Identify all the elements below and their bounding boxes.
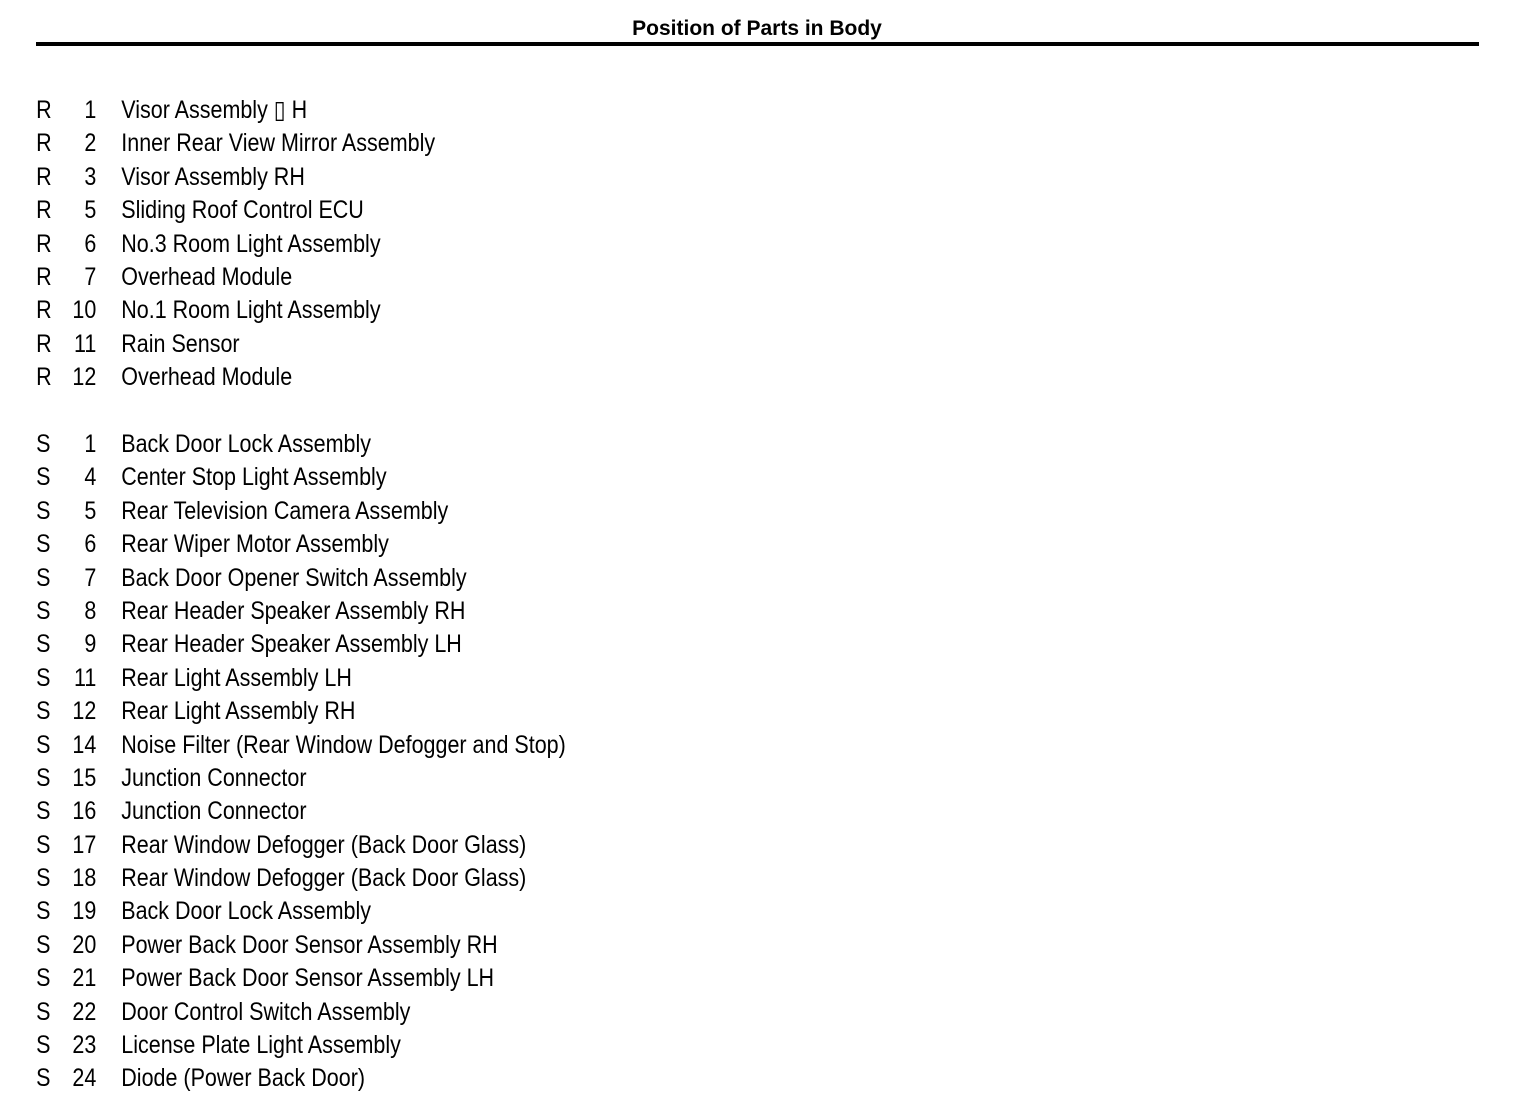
part-number: 19 xyxy=(72,897,97,926)
part-location-code: S xyxy=(36,697,51,726)
part-location-code: R xyxy=(36,162,52,191)
part-location-code: R xyxy=(36,329,52,358)
part-number: 7 xyxy=(84,563,97,592)
part-name: Rear Light Assembly LH xyxy=(121,663,352,692)
part-name: Rear Light Assembly RH xyxy=(121,697,356,726)
part-number: 1 xyxy=(84,430,97,458)
part-number: 2 xyxy=(84,129,97,158)
part-location-code: R xyxy=(36,363,52,392)
part-location-code: S xyxy=(36,663,51,692)
part-number: 18 xyxy=(72,864,97,893)
part-location-code: S xyxy=(36,530,51,559)
part-name: No.3 Room Light Assembly xyxy=(121,229,381,258)
part-location-code: S xyxy=(36,563,51,592)
part-number: 11 xyxy=(74,329,97,358)
part-number: 12 xyxy=(72,363,97,392)
part-number: 22 xyxy=(72,997,97,1026)
part-name: Visor Assembly RH xyxy=(121,162,305,191)
part-name: Rear Television Camera Assembly xyxy=(121,496,449,525)
part-number: 20 xyxy=(72,930,97,959)
part-name: Rear Header Speaker Assembly RH xyxy=(121,596,466,625)
part-name: Rain Sensor xyxy=(121,329,240,358)
part-number: 16 xyxy=(72,797,97,826)
page-title: Position of Parts in Body xyxy=(632,17,882,40)
part-location-code: R xyxy=(36,229,52,258)
part-name: Rear Header Speaker Assembly LH xyxy=(121,630,462,659)
part-name: Overhead Module xyxy=(121,262,293,291)
part-location-code: S xyxy=(36,897,51,926)
part-number: 17 xyxy=(72,830,97,859)
part-location-code: S xyxy=(36,1031,51,1060)
part-name: Door Control Switch Assembly xyxy=(121,997,411,1026)
part-location-code: S xyxy=(36,730,51,759)
part-name: Sliding Roof Control ECU xyxy=(121,196,364,225)
part-number: 5 xyxy=(84,496,97,525)
part-number: 12 xyxy=(72,697,97,726)
part-name: Center Stop Light Assembly xyxy=(121,463,387,492)
part-location-code: S xyxy=(36,763,51,792)
part-name: Inner Rear View Mirror Assembly xyxy=(121,129,436,158)
part-number: 10 xyxy=(72,296,97,325)
part-number: 8 xyxy=(84,596,97,625)
part-location-code: S xyxy=(36,1064,51,1093)
part-number: 24 xyxy=(72,1064,97,1093)
part-location-code: S xyxy=(36,430,51,458)
part-number: 6 xyxy=(84,530,97,559)
part-name: Noise Filter (Rear Window Defogger and Stop) xyxy=(121,730,566,759)
part-name: Back Door Lock Assembly xyxy=(121,897,372,926)
part-location-code: R xyxy=(36,262,52,291)
part-name: No.1 Room Light Assembly xyxy=(121,296,381,325)
part-location-code: S xyxy=(36,496,51,525)
part-location-code: R xyxy=(36,129,52,158)
part-location-code: S xyxy=(36,630,51,659)
part-number: 6 xyxy=(84,229,97,258)
part-number: 21 xyxy=(72,964,97,993)
part-name: Rear Wiper Motor Assembly xyxy=(121,530,389,559)
part-name: Junction Connector xyxy=(121,763,307,792)
part-name: Visor Assembly ▯ H xyxy=(121,96,308,124)
part-location-code: S xyxy=(36,964,51,993)
part-location-code: R xyxy=(36,96,52,124)
part-location-code: S xyxy=(36,596,51,625)
part-name: Back Door Lock Assembly xyxy=(121,430,372,458)
part-name: License Plate Light Assembly xyxy=(121,1031,401,1060)
part-name: Power Back Door Sensor Assembly LH xyxy=(121,964,495,993)
part-name: Power Back Door Sensor Assembly RH xyxy=(121,930,498,959)
part-location-code: R xyxy=(36,196,52,225)
part-number: 5 xyxy=(84,196,97,225)
part-number: 1 xyxy=(84,96,97,124)
part-name: Junction Connector xyxy=(121,797,307,826)
part-number: 3 xyxy=(84,162,97,191)
title-divider xyxy=(36,42,1479,46)
part-name: Back Door Opener Switch Assembly xyxy=(121,563,467,592)
part-location-code: S xyxy=(36,463,51,492)
part-location-code: S xyxy=(36,930,51,959)
part-location-code: S xyxy=(36,797,51,826)
part-name: Rear Window Defogger (Back Door Glass) xyxy=(121,830,527,859)
part-name: Diode (Power Back Door) xyxy=(121,1064,366,1093)
part-location-code: S xyxy=(36,830,51,859)
part-location-code: S xyxy=(36,997,51,1026)
part-location-code: R xyxy=(36,296,52,325)
part-number: 15 xyxy=(72,763,97,792)
part-name: Overhead Module xyxy=(121,363,293,392)
part-location-code: S xyxy=(36,864,51,893)
part-number: 14 xyxy=(72,730,97,759)
part-number: 9 xyxy=(84,630,97,659)
part-number: 4 xyxy=(84,463,97,492)
part-number: 11 xyxy=(74,663,97,692)
part-name: Rear Window Defogger (Back Door Glass) xyxy=(121,864,527,893)
part-number: 7 xyxy=(84,262,97,291)
part-number: 23 xyxy=(72,1031,97,1060)
